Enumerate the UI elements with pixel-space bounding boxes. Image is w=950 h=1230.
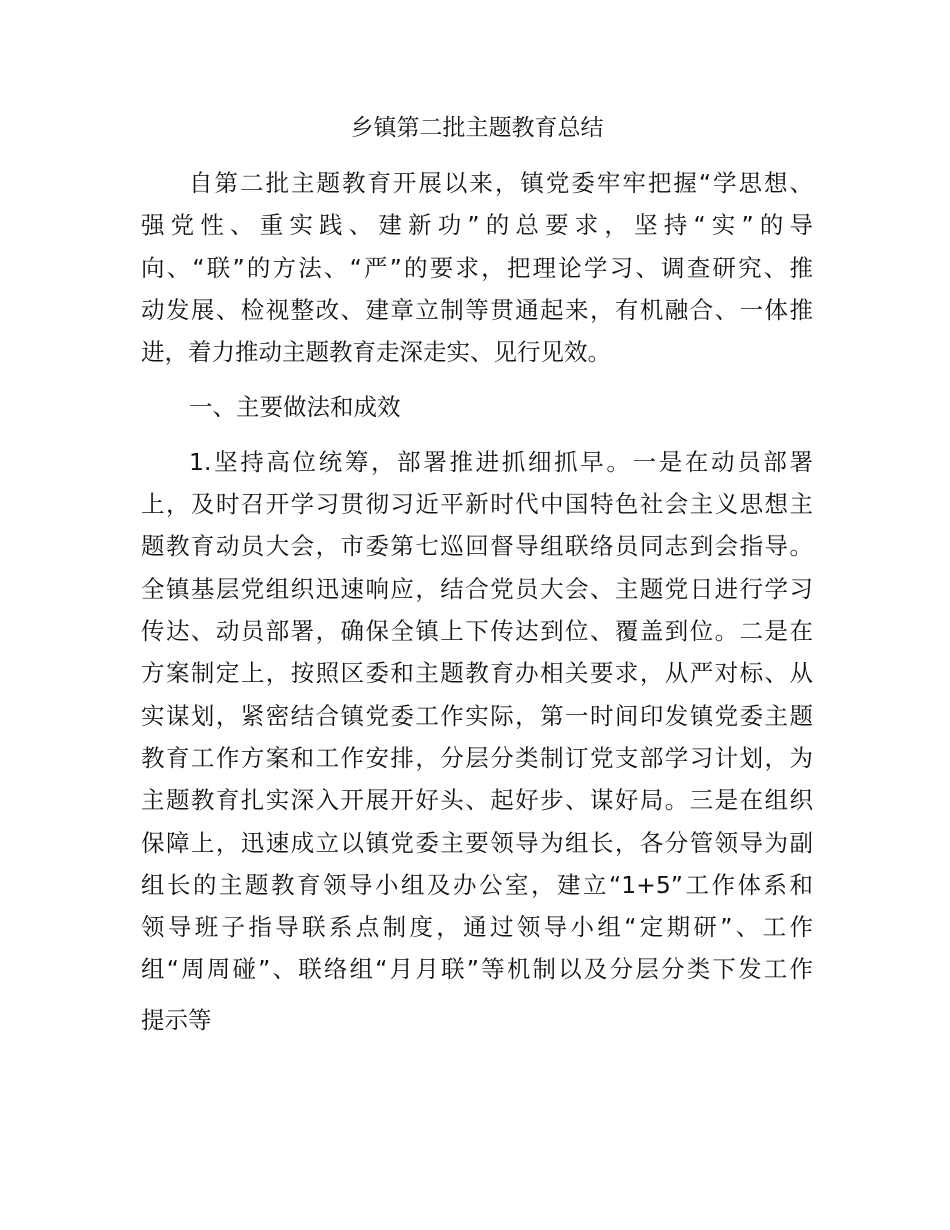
paragraph-line: 强党性、重实践、建新功”的总要求，坚持“实”的导 bbox=[141, 211, 813, 239]
paragraph-line: 进，着力推动主题教育走深走实、见行见效。 bbox=[141, 338, 611, 366]
paragraph-line: 教育工作方案和工作安排，分层分类制订党支部学习计划，为 bbox=[141, 744, 813, 772]
paragraph-line: 向、“联”的方法、“严”的要求，把理论学习、调查研究、推 bbox=[141, 254, 813, 282]
paragraph-line: 组“周周碰”、联络组“月月联”等机制以及分层分类下发工作 bbox=[141, 955, 813, 983]
paragraph-line: 提示等 bbox=[141, 1006, 212, 1034]
document-title: 乡镇第二批主题教育总结 bbox=[350, 115, 604, 141]
paragraph-line: 主题教育扎实深入开展开好头、起好步、谋好局。三是在组织 bbox=[141, 786, 813, 814]
section-heading: 一、主要做法和成效 bbox=[189, 393, 401, 421]
paragraph-line: 1.坚持高位统筹，部署推进抓细抓早。一是在动员部署 bbox=[189, 448, 813, 476]
paragraph-line: 领导班子指导联系点制度，通过领导小组“定期研”、工作 bbox=[141, 913, 813, 941]
paragraph-line: 方案制定上，按照区委和主题教育办相关要求，从严对标、从 bbox=[141, 659, 813, 687]
paragraph-line: 实谋划，紧密结合镇党委工作实际，第一时间印发镇党委主题 bbox=[141, 702, 813, 730]
paragraph-line: 自第二批主题教育开展以来，镇党委牢牢把握“学思想、 bbox=[189, 169, 813, 197]
paragraph-line: 动发展、检视整改、建章立制等贯通起来，有机融合、一体推 bbox=[141, 296, 813, 324]
paragraph-line: 保障上，迅速成立以镇党委主要领导为组长，各分管领导为副 bbox=[141, 829, 813, 857]
paragraph-line: 组长的主题教育领导小组及办公室，建立“1+5”工作体系和 bbox=[141, 871, 813, 899]
paragraph-line: 传达、动员部署，确保全镇上下传达到位、覆盖到位。二是在 bbox=[141, 617, 813, 645]
paragraph-line: 上，及时召开学习贯彻习近平新时代中国特色社会主义思想主 bbox=[141, 490, 813, 518]
paragraph-line: 全镇基层党组织迅速响应，结合党员大会、主题党日进行学习 bbox=[141, 575, 813, 603]
paragraph-line: 题教育动员大会，市委第七巡回督导组联络员同志到会指导。 bbox=[141, 532, 813, 560]
